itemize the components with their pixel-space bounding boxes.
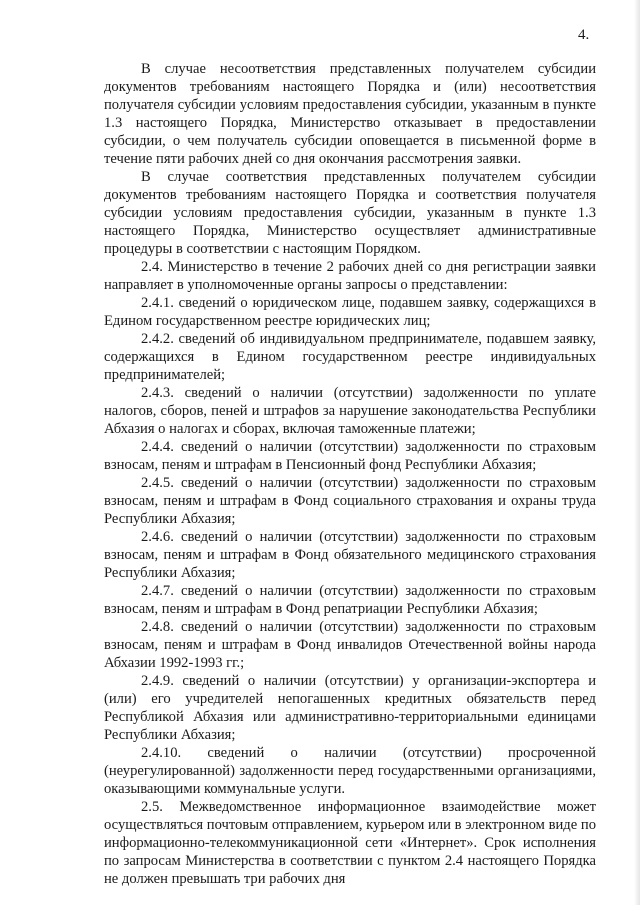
clause-2-4-5: 2.4.5. сведений о наличии (отсутствии) задолженности по страховым взносам, пеням и штрафам в Фонд социального страхования и охраны труда Республики Абхазия; [104,475,596,527]
page-number: 4. [578,27,590,43]
clause-2-4: 2.4. Министерство в течение 2 рабочих дней со дня регистрации заявки направляет в уполномоченные органы запросы о представлении: [104,259,596,293]
scan-edge-shadow [634,0,640,905]
paragraph-compliance: В случае соответствия представленных получателем субсидии документов требованиям настоящего Порядка и соответствия получателя субсидии условиям предоставления субсидии, указанным в пункте 1.3 настоящего Порядка, Министерство осуществляет административные процедуры в соответствии с настоящим Порядком. [104,169,596,257]
clause-2-4-2: 2.4.2. сведений об индивидуальном предпринимателе, подавшем заявку, содержащихся в Едином государственном реестре индивидуальных предпринимателей; [104,331,596,383]
document-body [104,60,596,888]
clause-2-4-1: 2.4.1. сведений о юридическом лице, подавшем заявку, содержащихся в Едином государственном реестре юридических лиц; [104,295,596,329]
clause-2-4-7: 2.4.7. сведений о наличии (отсутствии) задолженности по страховым взносам, пеням и штрафам в Фонд репатриации Республики Абхазия; [104,583,596,617]
clause-2-4-3: 2.4.3. сведений о наличии (отсутствии) задолженности по уплате налогов, сборов, пеней и штрафов за нарушение законодательства Республики Абхазия о налогах и сборах, включая таможенные платежи; [104,385,596,437]
paragraph-refusal: В случае несоответствия представленных получателем субсидии документов требованиям настоящего Порядка и (или) несоответствия получателя субсидии условиям предоставления субсидии, указанным в пункте 1.3 настоящего Порядка, Министерство отказывает в предоставлении субсидии, о чем получатель субсидии оповещается в письменной форме в течение пяти рабочих дней со дня окончания рассмотрения заявки. [104,61,596,167]
clause-2-4-4: 2.4.4. сведений о наличии (отсутствии) задолженности по страховым взносам, пеням и штрафам в Пенсионный фонд Республики Абхазия; [104,439,596,473]
clause-2-4-10: 2.4.10. сведений о наличии (отсутствии) просроченной (неурегулированной) задолженности перед государственными организациями, оказывающими коммунальные услуги. [104,745,596,797]
clause-2-4-9: 2.4.9. сведений о наличии (отсутствии) у организации-экспортера и (или) его учредителей непогашенных кредитных обязательств перед Республикой Абхазия или административно-территориальными единицами Республики Абхазия; [104,673,596,743]
clause-2-5: 2.5. Межведомственное информационное взаимодействие может осуществляться почтовым отправлением, курьером или в электронном виде по информационно-телекоммуникационной сети «Интернет». Срок исполнения по запросам Министерства в соответствии с пунктом 2.4 настоящего Порядка не должен превышать три рабочих дня [104,799,596,887]
clause-2-4-6: 2.4.6. сведений о наличии (отсутствии) задолженности по страховым взносам, пеням и штрафам в Фонд обязательного медицинского страхования Республики Абхазия; [104,529,596,581]
clause-2-4-8: 2.4.8. сведений о наличии (отсутствии) задолженности по страховым взносам, пеням и штрафам в Фонд инвалидов Отечественной войны народа Абхазии 1992-1993 гг.; [104,619,596,671]
